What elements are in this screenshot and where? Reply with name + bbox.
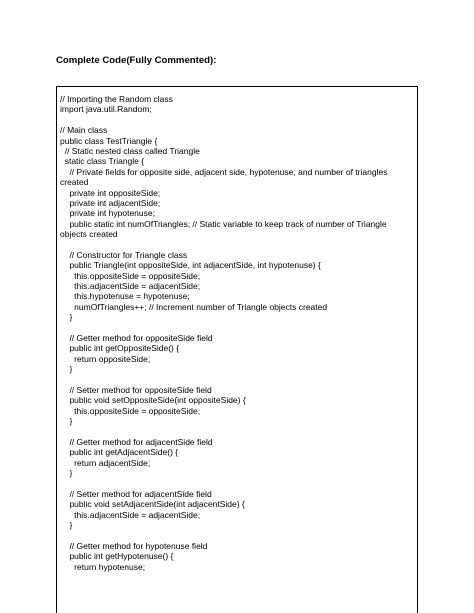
code-line: }	[60, 364, 73, 375]
code-line: public int getAdjacentSide() {	[60, 447, 179, 458]
code-line: objects created	[60, 229, 118, 240]
code-line: public static int numOfTriangles; // Static variable to keep track of number of Triangle	[60, 218, 387, 229]
code-line: this.oppositeSide = oppositeSide;	[60, 270, 201, 281]
code-line: // Main class	[60, 125, 108, 136]
code-line: private int oppositeSide;	[60, 187, 161, 198]
code-line: public int getOppositeSide() {	[60, 343, 180, 354]
code-line: this.hypotenuse = hypotenuse;	[60, 291, 190, 302]
code-line: this.adjacentSide = adjacentSide;	[60, 509, 201, 520]
code-line: // Setter method for oppositeSide field	[60, 384, 212, 395]
code-line: public Triangle(int oppositeSide, int adjacentSide, int hypotenuse) {	[60, 260, 321, 271]
code-line: // Getter method for hypotenuse field	[60, 540, 208, 551]
code-line: public int getHypotenuse() {	[60, 551, 174, 562]
code-lines	[60, 94, 413, 572]
code-line: return adjacentSide;	[60, 457, 151, 468]
code-line: return oppositeSide;	[60, 353, 151, 364]
code-line: // Importing the Random class	[60, 94, 173, 104]
code-line	[60, 427, 413, 437]
code-line: }	[60, 468, 73, 479]
code-line: numOfTriangles++; // Increment number of Triangle objects created	[60, 301, 328, 312]
code-line: }	[60, 312, 73, 323]
code-line	[60, 323, 413, 333]
code-line: private int hypotenuse;	[60, 208, 155, 219]
code-line: import java.util.Random;	[60, 104, 152, 115]
code-line: private int adjacentSide;	[60, 197, 161, 208]
code-line: this.oppositeSide = oppositeSide;	[60, 405, 201, 416]
code-line: // Setter method for adjacentSide field	[60, 488, 212, 499]
code-line	[60, 239, 413, 249]
code-line: public class TestTriangle {	[60, 135, 158, 146]
code-line	[60, 530, 413, 540]
code-line: public void setOppositeSide(int oppositeSide) {	[60, 395, 246, 406]
code-line: // Constructor for Triangle class	[60, 249, 188, 260]
code-line: created	[60, 177, 89, 188]
code-line: // Static nested class called Triangle	[60, 145, 200, 156]
code-line: static class Triangle {	[60, 156, 145, 167]
code-line: return hypotenuse;	[60, 561, 146, 572]
code-line: }	[60, 416, 73, 427]
page-heading: Complete Code(Fully Commented):	[56, 55, 217, 66]
code-block	[56, 86, 418, 613]
code-line: // Getter method for adjacentSide field	[60, 436, 213, 447]
code-line: // Private fields for opposite side, adjacent side, hypotenuse, and number of triangles	[60, 166, 388, 177]
code-line	[60, 478, 413, 488]
code-line	[60, 375, 413, 385]
code-line: this.adjacentSide = adjacentSide;	[60, 281, 201, 292]
code-line: public void setAdjacentSide(int adjacentSide) {	[60, 499, 245, 510]
code-line: // Getter method for oppositeSide field	[60, 332, 213, 343]
code-line	[60, 115, 413, 125]
code-line: }	[60, 520, 73, 531]
